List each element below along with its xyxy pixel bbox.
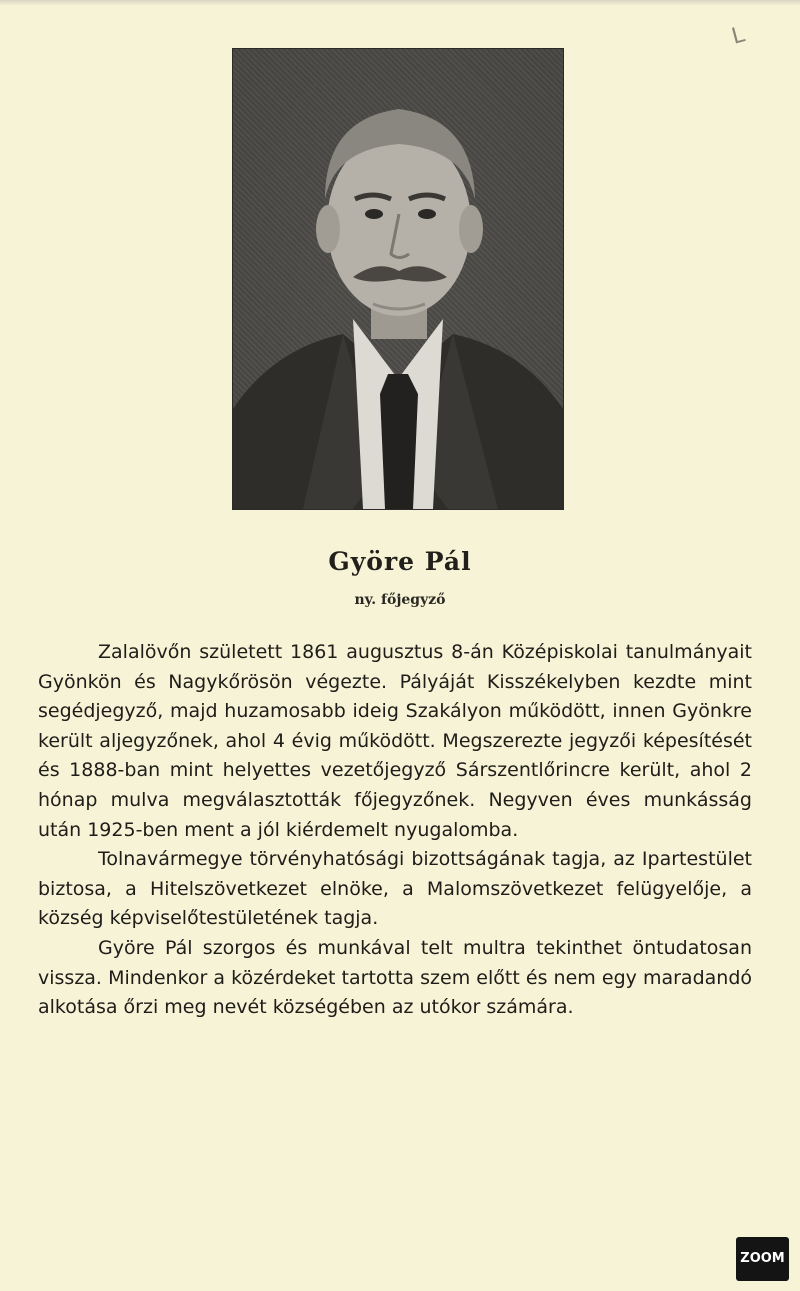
pencil-mark-icon: ᒪ bbox=[729, 22, 748, 50]
bio-paragraph: Zalalövőn született 1861 augusztus 8-án Középiskolai tanulmányait Gyönkön és Nagykőrösön végezte. Pályáját Kisszékelyben kezdte mint segédjegyző, majd huzamosabb ideig Szakályon működött, innen Gyönkre került aljegyzőnek, ahol 4 évig működött. Megszerezte jegyzői képesítését és 1888-ban mint helyettes vezetőjegyző Sárszentlőrincre került, ahol 2 hónap mulva megválasztották főjegyzőnek. Negyven éves munkásság után 1925-ben ment a jól kiérdemelt nyugalomba. bbox=[38, 641, 752, 841]
bio-paragraph: Tolnavármegye törvényhatósági bizottságának tagja, az Ipartestület biztosa, a Hitelszövetkezet elnöke, a Malomszövetkezet felügyelője, a község képviselőtestületének tagja. bbox=[38, 848, 752, 930]
zoom-logo-badge[interactable]: ZOOM bbox=[736, 1237, 789, 1281]
page-edge bbox=[0, 0, 800, 6]
bio-paragraph: Györe Pál szorgos és munkával telt multra tekinthet öntudatosan vissza. Mindenkor a közérdeket tartotta szem előtt és nem egy maradandó alkotása őrzi meg nevét községében az utókor számára. bbox=[38, 936, 752, 1019]
person-title: ny. főjegyző bbox=[354, 592, 446, 608]
person-name: Györe Pál bbox=[328, 547, 472, 576]
biography-text bbox=[38, 638, 752, 1023]
portrait-photo bbox=[232, 48, 564, 510]
